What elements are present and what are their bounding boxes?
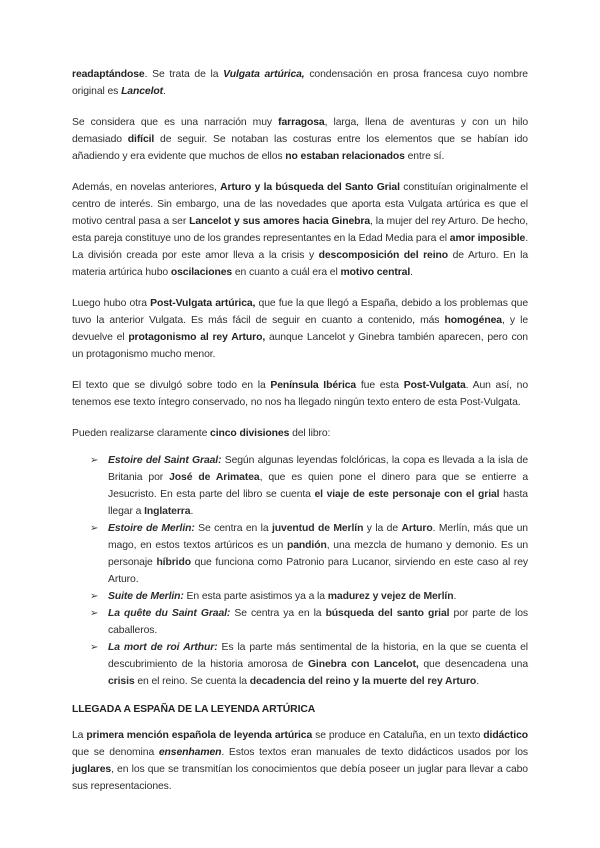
emphasis: oscilaciones	[170, 267, 233, 278]
division-title: Suite de Merlin:	[108, 591, 184, 602]
list-item: ➢ La mort de roi Arthur: Es la parte más sentimental de la historia, en la que se cuenta el descubrimiento de la historia amorosa de Ginebra con Lancelot, que desencadena una crisis en el reino. Se cuenta la decadencia del reino y la muerte del rey Arturo.	[72, 639, 528, 690]
paragraph-novelties: Además, en novelas anteriores, Arturo y la búsqueda del Santo Grial constituían originalmente el centro de interés. Sin embargo, una de las novedades que aporta esta Vulgata artúrica es que el motivo central pasa a ser Lancelot y sus amores hacia Ginebra, la mujer del rey Arturo. De hecho, esta pareja constituye uno de los grandes representantes en la Edad Media para el amor imposible. La división creada por este amor lleva a la crisis y descomposición del reino de Arturo. En la materia artúrica hubo oscilaciones en cuanto a cuál era el motivo central.	[72, 182, 529, 278]
emphasis: Península Ibérica	[270, 380, 357, 391]
emphasis: crisis	[108, 676, 135, 687]
emphasis: Arturo y la búsqueda del Santo Grial	[220, 182, 400, 193]
division-title: La mort de roi Arthur:	[108, 642, 218, 653]
emphasis: protagonismo al rey Arturo,	[128, 332, 266, 343]
divisions-list	[72, 452, 528, 690]
emphasis: Arturo	[401, 523, 433, 534]
emphasis: amor imposible	[449, 233, 526, 244]
division-title: Estoire de Merlin:	[108, 523, 195, 534]
emphasis: madurez y vejez de Merlín	[327, 591, 454, 602]
division-title: La quête du Saint Graal:	[108, 608, 231, 619]
emphasis: Post-Vulgata artúrica,	[150, 298, 256, 309]
list-item: ➢ Estoire de Merlin: Se centra en la juventud de Merlín y la de Arturo. Merlín, más que un mago, en estos textos artúricos es un pandión, una mezcla de humano y demonio. Es un personaje híbrido que funciona como Patronio para Lucanor, sirviendo en este caso al rey Arturo.	[72, 520, 528, 588]
list-item: ➢ Suite de Merlin: En esta parte asistimos ya a la madurez y vejez de Merlín.	[72, 588, 528, 605]
emphasis: juglares	[72, 764, 112, 775]
emphasis: cinco divisiones	[210, 428, 290, 439]
emphasis: readaptándose	[72, 69, 145, 80]
section-heading: LLEGADA A ESPAÑA DE LA LEYENDA ARTÚRICA	[72, 704, 316, 715]
paragraph-spain: La primera mención española de leyenda artúrica se produce en Cataluña, en un texto didáctico que se denomina ensenhamen. Estos textos eran manuales de texto didácticos usados por los juglares, en los que se transmitían los conocimientos que debía poseer un juglar para llevar a cabo sus representaciones.	[72, 730, 528, 792]
arrow-bullet-icon: ➢	[90, 455, 99, 466]
title-emphasis: Lancelot	[121, 86, 163, 97]
arrow-bullet-icon: ➢	[90, 642, 99, 653]
emphasis: primera mención española de leyenda artúrica	[86, 730, 313, 741]
emphasis: farragosa	[278, 117, 325, 128]
arrow-bullet-icon: ➢	[90, 591, 99, 602]
emphasis: Lancelot y sus amores hacia Ginebra	[189, 216, 371, 227]
division-title: Estoire del Saint Graal:	[108, 455, 222, 466]
emphasis: pandión	[287, 540, 327, 551]
arrow-bullet-icon: ➢	[90, 608, 99, 619]
emphasis: búsqueda del santo grial	[325, 608, 450, 619]
emphasis: homogénea	[444, 315, 502, 326]
list-item: ➢ La quête du Saint Graal: Se centra ya en la búsqueda del santo grial por parte de los caballeros.	[72, 605, 528, 639]
title-emphasis: ensenhamen	[158, 747, 222, 758]
document-page	[72, 66, 528, 809]
emphasis: difícil	[127, 134, 155, 145]
emphasis: motivo central	[340, 267, 411, 278]
arrow-bullet-icon: ➢	[90, 523, 99, 534]
title-emphasis: Vulgata artúrica,	[223, 69, 305, 80]
paragraph-divisions-intro: Pueden realizarse claramente cinco divisiones del libro:	[72, 428, 331, 439]
emphasis: decadencia del reino y la muerte del rey Arturo	[249, 676, 477, 687]
list-item: ➢ Estoire del Saint Graal: Según algunas leyendas folclóricas, la copa es llevada a la isla de Britania por José de Arimatea, que es quien pone el dinero para que se entierre a Jesucristo. En esta parte del libro se cuenta el viaje de este personaje con el grial hasta llegar a Inglaterra.	[72, 452, 528, 520]
emphasis: descomposición del reino	[318, 250, 448, 261]
emphasis: híbrido	[156, 557, 191, 568]
emphasis: didáctico	[483, 730, 528, 741]
paragraph-iberian: El texto que se divulgó sobre todo en la Península Ibérica fue esta Post-Vulgata. Aun así, no tenemos ese texto íntegro conservado, no nos ha llegado ningún texto entero de esta Post-Vulgata.	[72, 380, 528, 408]
emphasis: José de Arimatea	[169, 472, 260, 483]
emphasis: Inglaterra	[144, 506, 191, 517]
emphasis: Post-Vulgata	[403, 380, 466, 391]
paragraph-post-vulgata: Luego hubo otra Post-Vulgata artúrica, que fue la que llegó a España, debido a los problemas que tuvo la anterior Vulgata. Es más fácil de seguir en cuanto a contenido, más homogénea, y le devuelve el protagonismo al rey Arturo, aunque Lancelot y Ginebra también aparecen, pero con un protagonismo mucho menor.	[72, 298, 528, 360]
paragraph-vulgata: readaptándose. Se trata de la Vulgata artúrica, condensación en prosa francesa cuyo nombre original es Lancelot.	[72, 69, 528, 97]
emphasis: juventud de Merlín	[272, 523, 364, 534]
emphasis: el viaje de este personaje con el grial	[314, 489, 500, 500]
emphasis: Ginebra con Lancelot,	[307, 659, 419, 670]
emphasis: no estaban relacionados	[285, 151, 405, 162]
paragraph-narration: Se considera que es una narración muy farragosa, larga, llena de aventuras y con un hilo demasiado difícil de seguir. Se notaban las costuras entre los elementos que se habían ido añadiendo y era evidente que muchos de ellos no estaban relacionados entre sí.	[72, 117, 529, 162]
